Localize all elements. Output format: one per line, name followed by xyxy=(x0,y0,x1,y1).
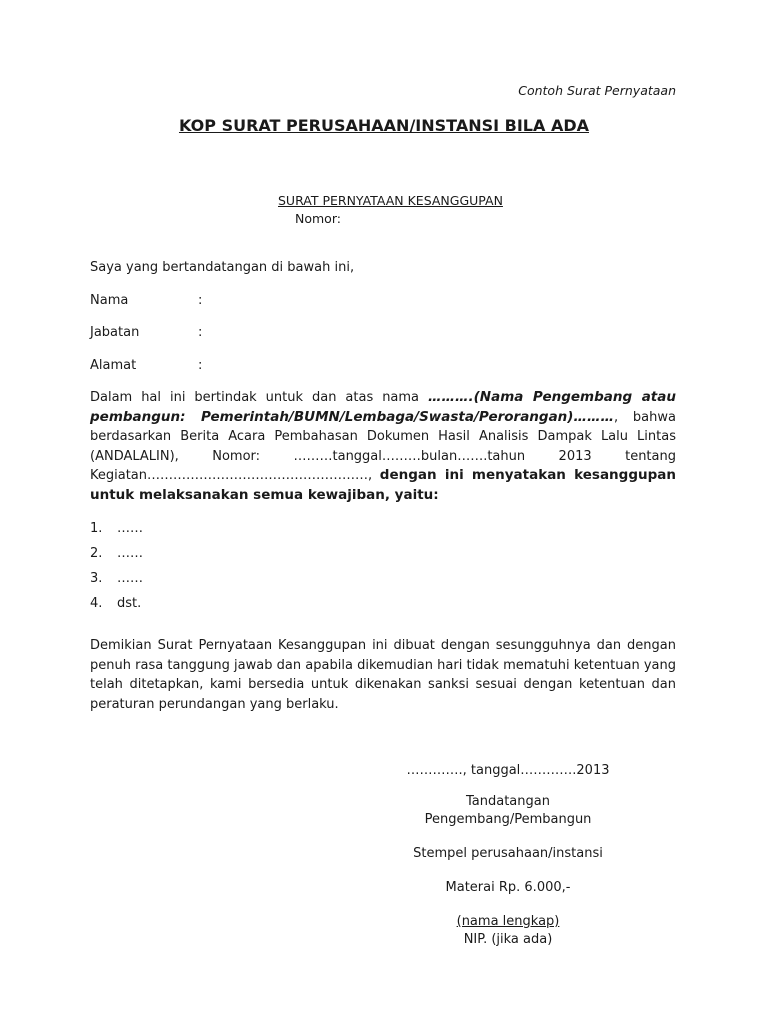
signer-nip: NIP. (jika ada) xyxy=(463,932,553,947)
statement-paragraph xyxy=(90,388,676,505)
signature-role: Pengembang/Pembangun xyxy=(424,812,592,827)
signature-label: Tandatangan xyxy=(466,794,550,809)
obligation-list xyxy=(90,520,143,620)
field-colon: : xyxy=(198,358,203,373)
list-item-number: 4. xyxy=(90,596,103,611)
list-item-text: …… xyxy=(117,546,143,561)
signer-full-name: (nama lengkap) xyxy=(456,914,560,929)
letterhead-title: KOP SURAT PERUSAHAAN/INSTANSI BILA ADA xyxy=(178,116,589,135)
statement-text-part2: , bahwa berdasarkan Berita Acara Pembahasan Dokumen Hasil Analisis Dampak Lalu Lintas (ANDALALIN), Nomor: ………tanggal………bulan…….tahun 2013 tentang Kegiatan……………………………………………, xyxy=(90,409,676,483)
intro-text: Saya yang bertandatangan di bawah ini, xyxy=(90,260,355,275)
closing-paragraph: Demikian Surat Pernyataan Kesanggupan ini dibuat dengan sesungguhnya dan dengan penuh rasa tanggung jawab dan apabila dikemudian hari tidak mematuhi ketentuan yang telah ditetapkan, kami bersedia untuk dikenakan sanksi sesuai dengan ketentuan dan peraturan perundangan yang berlaku. xyxy=(90,638,676,712)
stamp-duty-note: Materai Rp. 6.000,- xyxy=(445,880,571,895)
field-colon: : xyxy=(198,325,203,340)
commitment-statement: dengan ini menyatakan kesanggupan untuk melaksanakan semua kewajiban, yaitu: xyxy=(90,467,676,503)
developer-placeholder: ……….(Nama Pengembang atau pembangun: Pemerintah/BUMN/Lembaga/Swasta/Perorangan)……… xyxy=(90,389,676,425)
list-item-text: …… xyxy=(117,571,143,586)
list-item-number: 2. xyxy=(90,546,103,561)
field-label-alamat: Alamat xyxy=(90,358,137,373)
signature-place-date: …………., tanggal………….2013 xyxy=(406,763,610,778)
document-number-label: Nomor: xyxy=(295,211,341,226)
list-item xyxy=(90,570,143,595)
company-stamp-note: Stempel perusahaan/instansi xyxy=(413,846,603,861)
field-label-nama: Nama xyxy=(90,293,129,308)
list-item xyxy=(90,595,143,620)
document-title: SURAT PERNYATAAN KESANGGUPAN xyxy=(278,193,503,208)
field-label-jabatan: Jabatan xyxy=(90,325,140,340)
example-label: Contoh Surat Pernyataan xyxy=(518,83,676,98)
list-item xyxy=(90,545,143,570)
list-item-text: dst. xyxy=(117,596,142,611)
list-item-number: 3. xyxy=(90,571,103,586)
field-colon: : xyxy=(198,293,203,308)
list-item-text: …… xyxy=(117,521,143,536)
list-item xyxy=(90,520,143,545)
statement-text-part1: Dalam hal ini bertindak untuk dan atas nama xyxy=(90,390,428,405)
list-item-number: 1. xyxy=(90,521,103,536)
